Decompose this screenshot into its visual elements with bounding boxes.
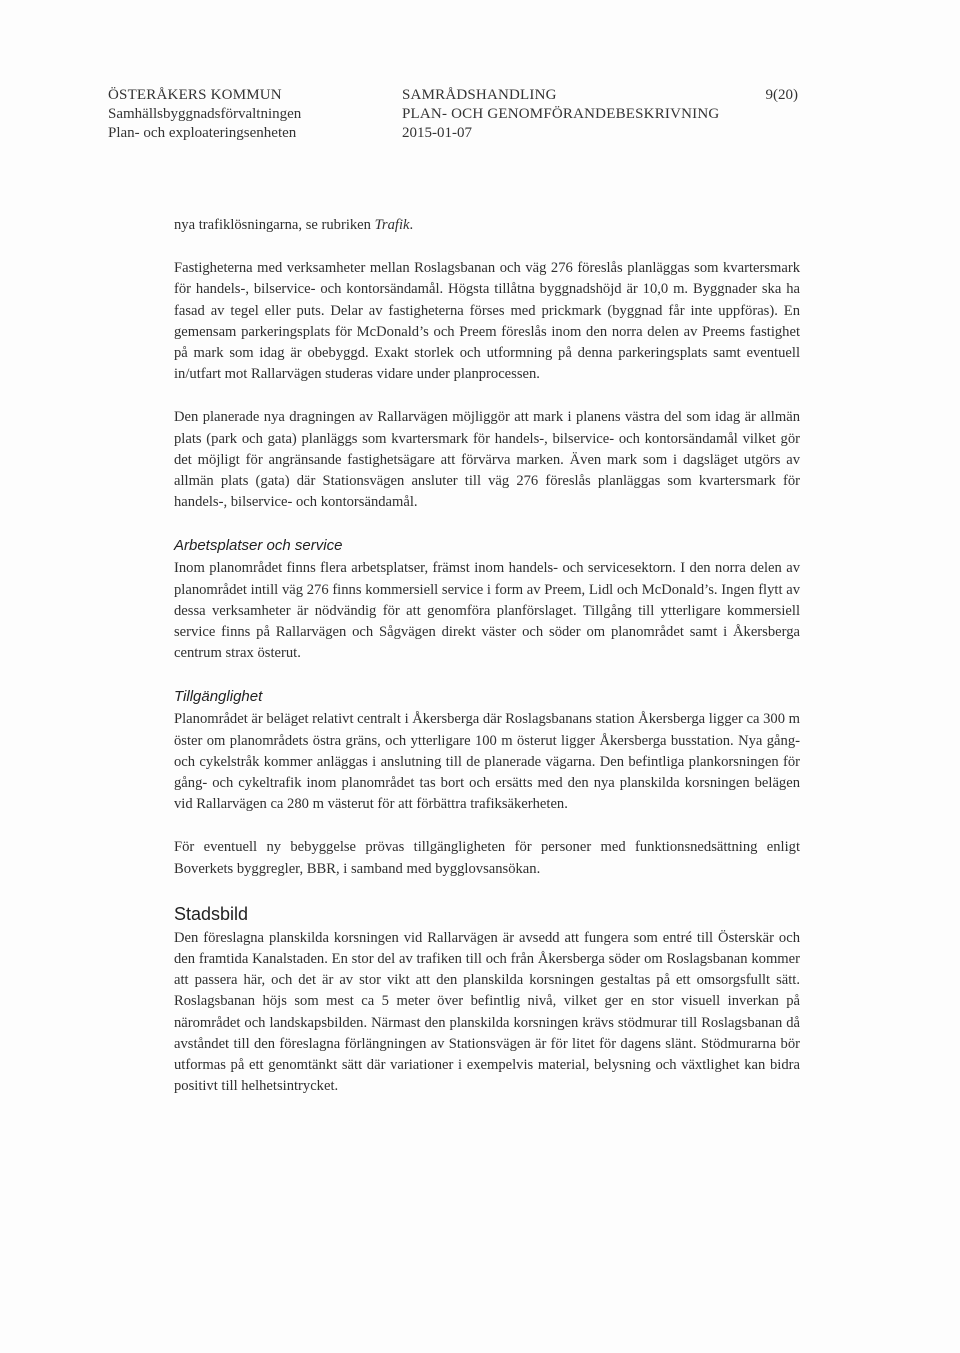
heading-arbetsplatser-och-service: Arbetsplatser och service bbox=[174, 537, 343, 555]
header-org-name: ÖSTERÅKERS KOMMUN bbox=[108, 87, 282, 103]
paragraph-trafik-reference bbox=[174, 215, 800, 236]
paragraph-rallarvagen-dragning: Den planerade nya dragningen av Rallarvägen möjliggör att mark i planens västra del som idag är allmän plats (park och gata) planläggs som kvartersmark för handels-, bilservice- och kontorsändamål vilket gör det möjligt för angränsande fastighetsägare att förvärva marken. Även mark som i dagsläget utgörs av allmän plats (gata) där Stationsvägen ansluter till väg 276 föreslås planläggas som kvartersmark för handels-, bilservice- och kontorsändamål. bbox=[174, 409, 800, 511]
document-body bbox=[174, 215, 800, 1120]
paragraph-arbetsplatser: Inom planområdet finns flera arbetsplatser, främst inom handels- och servicesektorn. I den norra delen av planområdet intill väg 276 finns kommersiell service i form av Preem, Lidl och McDonald’s. Ingen flytt av dessa verksamheter är nödvändig för att genomföra planförslaget. Tillgång till ytterligare kommersiell service finns på Rallarvägen och Sågvägen direkt väster och söder om planområdet samt i Åkersberga centrum strax österut. bbox=[174, 560, 800, 662]
header-document-block bbox=[402, 86, 798, 143]
paragraph-tillganglighet: Planområdet är beläget relativt centralt i Åkersberga där Roslagsbanans station Åkersberga ligger ca 300 m öster om planområdets östra gräns, och ytterligare 100 m österut ligger Åkersberga busstation. Nya gång- och cykelstråk kommer anläggas i anslutning till de planerade vägarna. Den befintliga plankorsningen för gång- och cykeltrafik inom planområdet tas bort och ersätts med den nya planskilda korsningen belägen vid Rallarvägen ca 280 m västerut för att förbättra trafiksäkerheten. bbox=[174, 711, 800, 813]
header-organization-block bbox=[108, 86, 398, 143]
paragraph-text-end: . bbox=[409, 217, 414, 233]
paragraph-bbr: För eventuell ny bebyggelse prövas tillgängligheten för personer med funktionsnedsättning enligt Boverkets byggregler, BBR, i samband med bygglovsansökan. bbox=[174, 839, 800, 877]
header-page-number: 9(20) bbox=[765, 87, 798, 103]
header-unit: Plan- och exploateringsenheten bbox=[108, 125, 297, 141]
heading-stadsbild: Stadsbild bbox=[174, 903, 249, 924]
trafik-heading-reference: Trafik bbox=[374, 217, 410, 233]
header-doc-title: PLAN- OCH GENOMFÖRANDEBESKRIVNING bbox=[402, 106, 720, 122]
paragraph-stadsbild: Den föreslagna planskilda korsningen vid Rallarvägen är avsedd att fungera som entré till Österskär och den framtida Kanalstaden. En stor del av trafiken till och från Åkersberga söder om Roslagsbanan kommer att passera här, och det är av stor vikt att den planskilda korsningen gestaltas på ett omsorgsfullt sätt. Roslagsbanan höjs som mest ca 5 meter över befintlig nivå, vilket ger en stor visuell inverkan på närområdet och landskapsbilden. Närmast den planskilda korsningen krävs stödmurar till Roslagsbanan då avståndet till den föreslagna förlängningen av Stationsvägen är för litet för dagens slänt. Stödmurarna bör utformas på ett genomtänkt sätt där variationer i exempelvis material, belysning och växtlighet kan bidra positivt till helhetsintrycket. bbox=[174, 929, 800, 1095]
header-department: Samhällsbyggnadsförvaltningen bbox=[108, 106, 302, 122]
paragraph-text: nya trafiklösningarna, se rubriken bbox=[174, 217, 375, 233]
paragraph-fastigheterna: Fastigheterna med verksamheter mellan Roslagsbanan och väg 276 föreslås planläggas som kvartersmark för handels-, bilservice- och kontorsändamål. Högsta tillåtna byggnadshöjd är 10,0 m. Byggnader ska ha fasad av tegel eller puts. Delar av fastigheterna förses med prickmark (byggnad får inte uppföras). En gemensam parkeringsplats för McDonald’s och Preem föreslås inom den norra delen av Preems fastighet på mark som idag är obebyggd. Exakt storlek och utformning på denna parkeringsplats samt eventuell in/utfart mot Rallarvägen studeras vidare under planprocessen. bbox=[174, 260, 800, 383]
header-doc-type: SAMRÅDSHANDLING bbox=[402, 87, 557, 103]
heading-tillganglighet: Tillgänglighet bbox=[174, 688, 263, 706]
header-date: 2015-01-07 bbox=[402, 125, 472, 141]
